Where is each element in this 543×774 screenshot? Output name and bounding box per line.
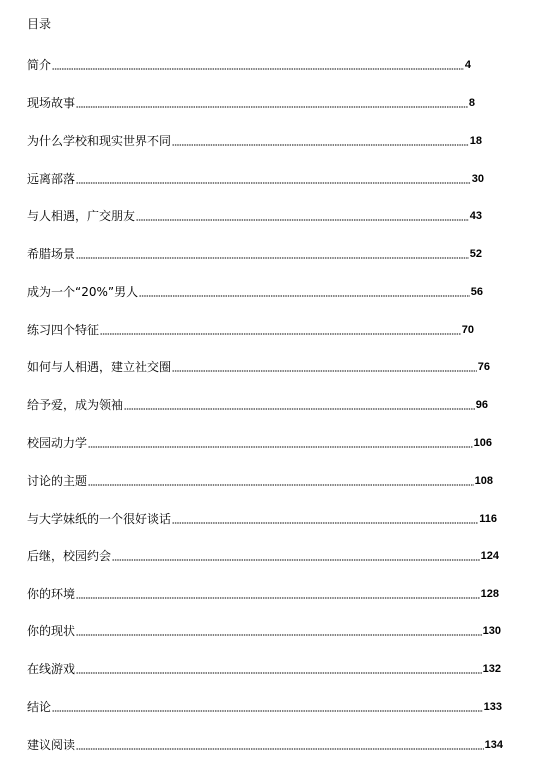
dot-leader bbox=[52, 700, 483, 712]
toc-entry bbox=[27, 510, 497, 526]
toc-entry bbox=[27, 472, 493, 488]
dot-leader bbox=[112, 549, 480, 561]
toc-entry-title: 给予爱，成为领袖 bbox=[27, 398, 124, 412]
toc-entry bbox=[27, 622, 501, 638]
toc-entry-title: 建议阅读 bbox=[27, 738, 76, 752]
toc-entry-title: 你的环境 bbox=[27, 587, 76, 601]
table-of-contents bbox=[27, 0, 507, 774]
toc-entry-page-number: 8 bbox=[468, 97, 475, 109]
dot-leader bbox=[88, 474, 474, 486]
toc-entry-title: 你的现状 bbox=[27, 624, 76, 638]
toc-entry bbox=[27, 132, 482, 148]
toc-entry-page-number: 70 bbox=[461, 324, 474, 336]
toc-entry bbox=[27, 94, 475, 110]
toc-entry-title: 简介 bbox=[27, 58, 52, 72]
dot-leader bbox=[76, 96, 468, 108]
toc-entry bbox=[27, 736, 503, 752]
toc-entry-page-number: 128 bbox=[480, 588, 499, 600]
toc-entry-page-number: 18 bbox=[469, 135, 482, 147]
toc-entry-title: 结论 bbox=[27, 700, 52, 714]
dot-leader bbox=[76, 172, 471, 184]
toc-entry bbox=[27, 585, 499, 601]
toc-entry-page-number: 130 bbox=[482, 625, 501, 637]
toc-entry bbox=[27, 207, 482, 223]
toc-entry bbox=[27, 396, 488, 412]
toc-entry-page-number: 76 bbox=[477, 361, 490, 373]
dot-leader bbox=[172, 134, 469, 146]
dot-leader bbox=[100, 323, 461, 335]
toc-entry-page-number: 30 bbox=[471, 173, 484, 185]
toc-entry-title: 校园动力学 bbox=[27, 436, 88, 450]
toc-entry bbox=[27, 358, 490, 374]
toc-entry-title: 希腊场景 bbox=[27, 247, 76, 261]
dot-leader bbox=[136, 209, 469, 221]
dot-leader bbox=[76, 624, 482, 636]
toc-entry bbox=[27, 660, 501, 676]
toc-entry bbox=[27, 434, 492, 450]
toc-entry-page-number: 133 bbox=[483, 701, 502, 713]
toc-entry-page-number: 52 bbox=[469, 248, 482, 260]
toc-entry-page-number: 134 bbox=[484, 739, 503, 751]
dot-leader bbox=[88, 436, 473, 448]
dot-leader bbox=[139, 285, 470, 297]
toc-entry bbox=[27, 321, 474, 337]
toc-entry-page-number: 4 bbox=[464, 59, 471, 71]
toc-entry-title: 讨论的主题 bbox=[27, 474, 88, 488]
toc-entry-title: 练习四个特征 bbox=[27, 323, 100, 337]
dot-leader bbox=[52, 58, 464, 70]
toc-entry-page-number: 132 bbox=[482, 663, 501, 675]
toc-entry-page-number: 96 bbox=[475, 399, 488, 411]
toc-entry bbox=[27, 56, 471, 72]
toc-heading: 目录 bbox=[27, 17, 52, 31]
toc-entry-title: 为什么学校和现实世界不同 bbox=[27, 134, 172, 148]
toc-entry-title: 现场故事 bbox=[27, 96, 76, 110]
dot-leader bbox=[172, 360, 477, 372]
toc-entry bbox=[27, 170, 484, 186]
toc-entry-title: 在线游戏 bbox=[27, 662, 76, 676]
dot-leader bbox=[76, 662, 482, 674]
toc-entry bbox=[27, 283, 483, 299]
toc-entry-title: 后继，校园约会 bbox=[27, 549, 112, 563]
toc-entry-title: 如何与人相遇，建立社交圈 bbox=[27, 360, 172, 374]
dot-leader bbox=[76, 738, 484, 750]
toc-entry-title: 与大学妹纸的一个很好谈话 bbox=[27, 512, 172, 526]
toc-entry bbox=[27, 245, 482, 261]
toc-entry bbox=[27, 547, 499, 563]
toc-entry-title: 远离部落 bbox=[27, 172, 76, 186]
toc-entry bbox=[27, 698, 502, 714]
toc-entry-page-number: 106 bbox=[473, 437, 492, 449]
dot-leader bbox=[172, 512, 478, 524]
toc-entry-page-number: 124 bbox=[480, 550, 499, 562]
toc-entry-page-number: 43 bbox=[469, 210, 482, 222]
toc-entry-title: 与人相遇，广交朋友 bbox=[27, 209, 136, 223]
toc-entry-page-number: 56 bbox=[470, 286, 483, 298]
toc-entry-title: 成为一个“20%”男人 bbox=[27, 285, 139, 299]
toc-entry-page-number: 108 bbox=[474, 475, 493, 487]
dot-leader bbox=[76, 247, 469, 259]
dot-leader bbox=[124, 398, 475, 410]
dot-leader bbox=[76, 587, 480, 599]
toc-entry-page-number: 116 bbox=[479, 513, 497, 525]
